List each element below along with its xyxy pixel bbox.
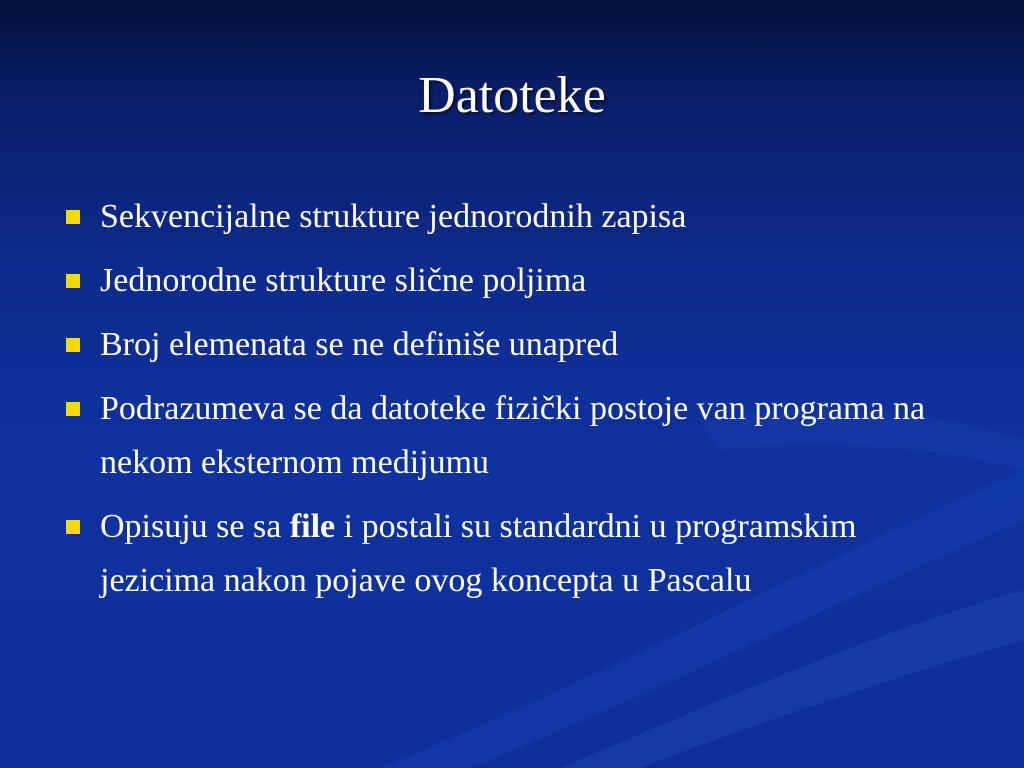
bullet-text: Jednorodne strukture slične poljima	[100, 262, 587, 299]
list-item	[62, 500, 962, 608]
bullet-text: Broj elemenata se ne definiše unapred	[100, 326, 619, 363]
square-bullet-icon	[66, 210, 80, 224]
bullet-text-post: i postali su standardni u programskim jezicima nakon pojave ovog koncepta u Pascalu	[100, 508, 857, 599]
square-bullet-icon	[66, 338, 80, 352]
bullet-text: Podrazumeva se da datoteke fizički postoje van programa na nekom eksternom medijumu	[100, 390, 926, 481]
list-item	[62, 318, 962, 372]
square-bullet-icon	[66, 402, 80, 416]
square-bullet-icon	[66, 520, 80, 534]
bullet-text-pre: Opisuju se sa	[100, 508, 290, 545]
bullet-text: Sekvencijalne strukture jednorodnih zapisa	[100, 198, 687, 235]
list-item	[62, 254, 962, 308]
bullet-text-bold: file	[289, 508, 336, 545]
bullet-list	[62, 190, 962, 618]
list-item	[62, 190, 962, 244]
square-bullet-icon	[66, 274, 80, 288]
list-item	[62, 382, 962, 490]
slide-title: Datoteke	[418, 67, 606, 124]
